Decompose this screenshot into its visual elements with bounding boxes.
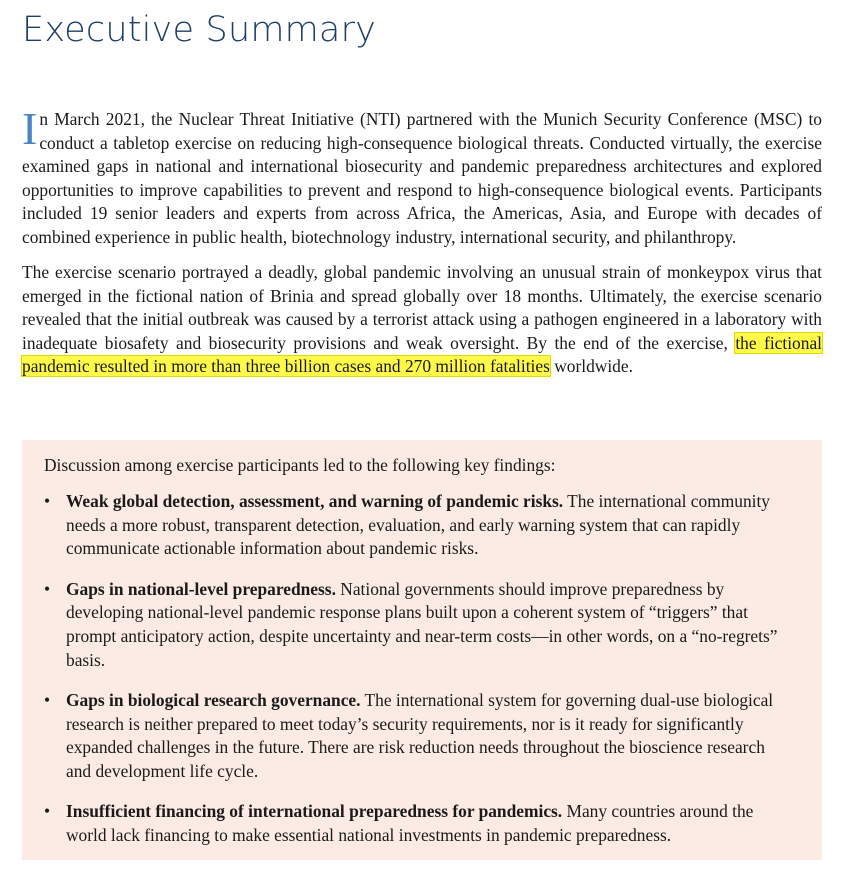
finding-heading: Insufficient financing of international preparedness for pandemics. <box>66 801 563 822</box>
intro-paragraph <box>22 103 822 249</box>
page-title: Executive Summary <box>22 10 377 50</box>
findings-intro: Discussion among exercise participants led to the following key findings: <box>44 455 556 475</box>
findings-list <box>44 490 784 864</box>
finding-body: Many countries around the world lack financing to make essential national investments in pandemic preparedness. <box>66 801 754 845</box>
bullet-icon: • <box>44 578 51 599</box>
key-findings-box <box>22 440 822 860</box>
list-item <box>44 689 784 784</box>
bullet-icon: • <box>44 689 51 710</box>
scenario-paragraph <box>22 261 822 379</box>
bullet-icon: • <box>44 491 51 511</box>
list-item <box>44 578 784 673</box>
document-page <box>22 0 822 379</box>
finding-heading: Gaps in national-level preparedness. <box>66 578 336 599</box>
scenario-paragraph-end: worldwide. <box>549 356 633 376</box>
list-item <box>44 490 784 561</box>
drop-cap: I <box>22 103 38 154</box>
finding-body: The international system for governing dual-use biological research is neither prepared to meet today’s security requirements, nor is it ready for significantly expanded challenges in the future. There are risk reduction needs throughout the bioscience research and development life cycle. <box>66 689 774 782</box>
scenario-paragraph-text: The exercise scenario portrayed a deadly, global pandemic involving an unusual strain of monkeypox virus that emerged in the fictional nation of Brinia and spread globally over 18 months. Ultimately, the exercise scenario revealed that the initial outbreak was caused by a terrorist attack using a pathogen engineered in a laboratory with inadequate biosafety and biosecurity provisions and weak oversight. By the end of the exercise, <box>22 262 822 353</box>
list-item <box>44 800 784 847</box>
finding-heading: Gaps in biological research governance. <box>66 689 361 710</box>
bullet-icon: • <box>44 801 51 822</box>
highlighted-text[interactable]: the fictional pandemic resulted in more than three billion cases and 270 million fatalities <box>22 332 822 376</box>
finding-body: The international community needs a more robust, transparent detection, evaluation, and early warning system that can rapidly communicate actionable information about pandemic risks. <box>66 491 770 559</box>
finding-heading: Weak global detection, assessment, and warning of pandemic risks. <box>66 491 564 511</box>
intro-paragraph-text: n March 2021, the Nuclear Threat Initiative (NTI) partnered with the Munich Security Conference (MSC) to conduct a tabletop exercise on reducing high-consequence biological threats. Conducted virtually, the exercise examined gaps in national and international biosecurity and pandemic preparedness architectures and explored opportunities to improve capabilities to prevent and respond to high-consequence biological events. Participants included 19 senior leaders and experts from across Africa, the Americas, Asia, and Europe with decades of combined experience in public health, biotechnology industry, international security, and philanthropy. <box>22 109 822 247</box>
finding-body: National governments should improve preparedness by developing national-level pandemic response plans built upon a coherent system of “triggers” that prompt anticipatory action, despite uncertainty and near-term costs—in other words, on a “no-regrets” basis. <box>66 578 778 670</box>
